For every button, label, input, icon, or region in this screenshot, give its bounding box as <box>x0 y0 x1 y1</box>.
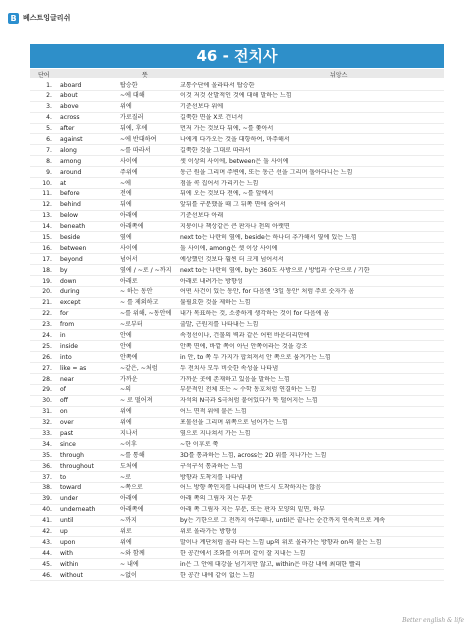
table-row <box>30 102 444 113</box>
row-word: over <box>60 419 74 427</box>
row-word: beyond <box>60 255 83 263</box>
row-number: 5. <box>46 125 52 133</box>
row-nuance: next to는 나란히 옆에, by는 360도 사방으로 / 방법과 수단으로 / 기한 <box>180 266 370 274</box>
row-number: 40. <box>42 506 52 514</box>
row-nuance: 말이나 계단처럼 올라 타는 느낌 up의 위로 올라가는 방향과 on의 붙는 느낌 <box>180 538 382 546</box>
row-number: 35. <box>42 451 52 459</box>
row-nuance: 어떤 사건이 있는 동안, for 다음엔 '3일 동안' 처럼 주로 숫자가 옴 <box>180 288 355 296</box>
row-meaning: ~같은, ~처럼 <box>120 364 158 372</box>
row-word: like = as <box>60 364 87 372</box>
table-row <box>30 559 444 570</box>
row-nuance: 아래 쪽 그림자 지는 부분, 또는 판자 모양의 밑면, 하부 <box>180 506 325 514</box>
row-word: above <box>60 103 79 111</box>
row-nuance: 예상했던 것보다 훨씬 더 크게 넘어서서 <box>180 255 284 263</box>
row-word: in <box>60 331 66 339</box>
row-meaning: ~쪽으로 <box>120 484 143 492</box>
row-nuance: 교통수단에 올라타서 탑승한 <box>180 81 255 89</box>
row-meaning: 전에 <box>120 190 132 198</box>
row-meaning: ~로 <box>120 473 131 481</box>
row-meaning: 옆에 / ~로 / ~까지 <box>120 266 172 274</box>
row-meaning: 안에 <box>120 331 132 339</box>
row-meaning: 도처에 <box>120 462 138 470</box>
row-nuance: 아래로 내려가는 방향성 <box>180 277 243 285</box>
row-number: 28. <box>42 375 52 383</box>
table-row <box>30 527 444 538</box>
row-number: 3. <box>46 103 52 111</box>
row-nuance: 구석구석 통과하는 느낌 <box>180 462 243 470</box>
row-number: 30. <box>42 397 52 405</box>
table-row <box>30 232 444 243</box>
row-word: along <box>60 146 77 154</box>
row-nuance: 불필요한 것을 제하는 느낌 <box>180 299 251 307</box>
column-header-meaning: 뜻 <box>142 72 148 79</box>
table-row <box>30 309 444 320</box>
row-word: among <box>60 157 82 165</box>
row-meaning: 위에 <box>120 538 132 546</box>
row-number: 36. <box>42 462 52 470</box>
row-number: 32. <box>42 419 52 427</box>
row-number: 41. <box>42 517 52 525</box>
row-meaning: ~를 통해 <box>120 451 145 459</box>
table-row <box>30 113 444 124</box>
row-meaning: 아래에 <box>120 495 138 503</box>
row-word: by <box>60 266 68 274</box>
table-row <box>30 385 444 396</box>
row-meaning: 가로질러 <box>120 114 144 122</box>
row-nuance: 점을 콕 집어서 가리키는 느낌 <box>180 179 259 187</box>
row-word: within <box>60 560 79 568</box>
row-meaning: ~ 하는 동안 <box>120 288 153 296</box>
row-nuance: 셋 이상의 사이에, between은 둘 사이에 <box>180 157 289 165</box>
row-meaning: ~이후 <box>120 440 137 448</box>
table-row <box>30 200 444 211</box>
row-number: 7. <box>46 146 52 154</box>
row-word: during <box>60 288 80 296</box>
row-nuance: 앞뒤를 구분했을 때 그 뒤쪽 면에 숨어서 <box>180 201 286 209</box>
row-word: except <box>60 299 81 307</box>
table-row <box>30 374 444 385</box>
brand <box>8 12 70 24</box>
table-row <box>30 505 444 516</box>
table-row <box>30 418 444 429</box>
page-title: 46 - 전치사 <box>30 44 444 68</box>
row-nuance: 먼저 가는 것보다 뒤에, ~를 쫓아서 <box>180 125 274 133</box>
brand-name: 베스트잉글리쉬 <box>23 14 71 22</box>
row-word: near <box>60 375 74 383</box>
table-row <box>30 254 444 265</box>
row-word: about <box>60 92 78 100</box>
table-row <box>30 265 444 276</box>
row-meaning: ~를 위해, ~동안에 <box>120 310 172 318</box>
table-row <box>30 124 444 135</box>
footer-slogan: Better english & life <box>402 617 464 624</box>
row-nuance: ~한 이후로 쭉 <box>180 440 219 448</box>
row-meaning: 옆에 <box>120 233 132 241</box>
column-header-nuance: 뉘앙스 <box>330 72 348 79</box>
row-number: 16. <box>42 244 52 252</box>
row-number: 34. <box>42 440 52 448</box>
row-word: without <box>60 571 83 579</box>
row-nuance: 부분적인 전체 또는 ~ 수학 동호처럼 연결하는 느낌 <box>180 386 317 394</box>
table-row <box>30 396 444 407</box>
row-word: until <box>60 517 74 525</box>
table-row <box>30 134 444 145</box>
row-nuance: 한 공간 내에 같이 없는 느낌 <box>180 571 255 579</box>
row-nuance: 속정선이나, 건물의 벽과 같은 어떤 바운더리안에 <box>180 331 310 339</box>
row-meaning: 사이에 <box>120 244 138 252</box>
row-number: 8. <box>46 157 52 165</box>
row-nuance: 안쪽 면에, 바깥 쪽이 아닌 안쪽이라는 것을 강조 <box>180 342 308 350</box>
row-number: 39. <box>42 495 52 503</box>
row-nuance: 기준선보다 위에 <box>180 103 224 111</box>
table-row <box>30 494 444 505</box>
row-meaning: 위에 <box>120 408 132 416</box>
row-word: since <box>60 440 76 448</box>
table-row <box>30 472 444 483</box>
row-meaning: 가까운 <box>120 375 138 383</box>
row-nuance: 동근 원을 그리며 주변에, 또는 동근 선을 그리며 돌아다니는 느낌 <box>180 168 353 176</box>
row-number: 29. <box>42 386 52 394</box>
table-row <box>30 516 444 527</box>
table-row <box>30 537 444 548</box>
row-number: 25. <box>42 342 52 350</box>
row-nuance: 이것 저것 산발적인 것에 대해 말하는 느낌 <box>180 92 292 100</box>
table-row <box>30 363 444 374</box>
table-row <box>30 189 444 200</box>
row-nuance: 내가 목표하는 것, 소중하게 생각하는 것이 for 다음에 옴 <box>180 310 330 318</box>
row-nuance: 어느 방향 쪽인지를 나타내며 반드시 도착하지는 않음 <box>180 484 322 492</box>
row-meaning: 주위에 <box>120 168 138 176</box>
row-number: 9. <box>46 168 52 176</box>
table-row <box>30 276 444 287</box>
table-header <box>30 69 444 78</box>
row-meaning: ~ 로 떨어져 <box>120 397 153 405</box>
row-number: 10. <box>42 179 52 187</box>
row-number: 11. <box>42 190 52 198</box>
row-meaning: ~와 함께 <box>120 549 145 557</box>
table-row <box>30 352 444 363</box>
row-word: toward <box>60 484 82 492</box>
row-meaning: 아래에 <box>120 212 138 220</box>
table-row <box>30 548 444 559</box>
row-nuance: by는 기한으로 그 전까지 아무때나, until은 끝나는 순간까지 연속적으로 계속 <box>180 517 386 525</box>
row-meaning: 아래쪽에 <box>120 506 144 514</box>
row-word: behind <box>60 201 81 209</box>
row-meaning: ~에 대해 <box>120 92 145 100</box>
row-number: 27. <box>42 364 52 372</box>
row-nuance: 방향과 도착지를 나타냄 <box>180 473 243 481</box>
table-row <box>30 222 444 233</box>
row-nuance: 위로 올라가는 방향성 <box>180 528 237 536</box>
row-meaning: ~에 <box>120 179 131 187</box>
table-row <box>30 80 444 91</box>
row-word: below <box>60 212 79 220</box>
row-meaning: 안에 <box>120 342 132 350</box>
row-number: 18. <box>42 266 52 274</box>
row-number: 1. <box>46 81 52 89</box>
row-nuance: 3D를 통과하는 느낌, across는 2D 위를 지나가는 느낌 <box>180 451 327 459</box>
row-nuance: 나에게 다가오는 것을 대항하여, 마주해서 <box>180 135 290 143</box>
row-meaning: 아래쪽에 <box>120 223 144 231</box>
row-number: 22. <box>42 310 52 318</box>
row-number: 31. <box>42 408 52 416</box>
row-number: 4. <box>46 114 52 122</box>
row-number: 6. <box>46 135 52 143</box>
row-meaning: 위에 <box>120 103 132 111</box>
table-row <box>30 156 444 167</box>
table-row <box>30 461 444 472</box>
row-word: with <box>60 549 73 557</box>
row-word: for <box>60 310 69 318</box>
row-word: after <box>60 125 75 133</box>
row-meaning: ~를 따라서 <box>120 146 151 154</box>
row-nuance: 길쭉한 면을 X로 건너서 <box>180 114 243 122</box>
column-header-word: 단어 <box>38 72 50 79</box>
row-word: around <box>60 168 82 176</box>
row-number: 23. <box>42 321 52 329</box>
table-row <box>30 211 444 222</box>
row-word: before <box>60 190 80 198</box>
row-nuance: 포물선을 그리며 위쪽으로 넘어가는 느낌 <box>180 419 288 427</box>
row-word: to <box>60 473 67 481</box>
row-nuance: 어느 면적 위에 붙은 느낌 <box>180 408 247 416</box>
table-row <box>30 320 444 331</box>
row-number: 42. <box>42 528 52 536</box>
table-row <box>30 243 444 254</box>
row-word: beneath <box>60 223 86 231</box>
table-row <box>30 287 444 298</box>
row-word: inside <box>60 342 79 350</box>
row-nuance: in 안, to 쪽 두 가지가 합쳐져서 안 쪽으로 움겨가는 느낌 <box>180 353 331 361</box>
row-meaning: 지나서 <box>120 430 138 437</box>
row-number: 21. <box>42 299 52 307</box>
row-nuance: 가까운 곳에 존재하고 있음을 말하는 느낌 <box>180 375 290 383</box>
row-number: 15. <box>42 233 52 241</box>
row-nuance: 길쭉한 것을 그대로 따라서 <box>180 146 251 154</box>
row-word: between <box>60 244 87 252</box>
table-row <box>30 145 444 156</box>
row-meaning: ~의 <box>120 386 131 394</box>
table-row <box>30 330 444 341</box>
row-word: at <box>60 179 67 187</box>
table-row <box>30 178 444 189</box>
row-number: 14. <box>42 223 52 231</box>
row-meaning: 위로 <box>120 528 132 536</box>
row-meaning: 뒤에 <box>120 201 132 209</box>
row-nuance: 자석의 N극과 S극처럼 붙어있다가 뚝 떨어지는 느낌 <box>180 397 318 405</box>
row-word: under <box>60 495 78 503</box>
table-row <box>30 450 444 461</box>
row-number: 17. <box>42 255 52 263</box>
vocab-table <box>30 80 444 581</box>
table-row <box>30 298 444 309</box>
row-meaning: ~에 반대하여 <box>120 135 157 143</box>
row-number: 46. <box>42 571 52 579</box>
row-number: 13. <box>42 212 52 220</box>
row-meaning: ~까지 <box>120 517 137 525</box>
table-row <box>30 341 444 352</box>
row-number: 33. <box>42 430 52 437</box>
row-number: 20. <box>42 288 52 296</box>
row-meaning: 아래로 <box>120 277 138 285</box>
row-word: of <box>60 386 66 394</box>
row-nuance: 한 공간에서 조화를 이루며 같이 잘 지내는 느낌 <box>180 549 306 557</box>
row-word: past <box>60 430 74 437</box>
table-row <box>30 483 444 494</box>
row-meaning: ~없이 <box>120 571 137 579</box>
row-word: throughout <box>60 462 94 470</box>
row-word: aboard <box>60 81 82 89</box>
row-meaning: 사이에 <box>120 157 138 165</box>
row-word: on <box>60 408 68 416</box>
row-meaning: ~ 를 제외하고 <box>120 299 159 307</box>
row-nuance: 뒤에 오는 것보다 전에, ~를 앞에서 <box>180 190 274 198</box>
row-number: 12. <box>42 201 52 209</box>
row-word: underneath <box>60 506 96 514</box>
table-row <box>30 429 444 440</box>
row-word: down <box>60 277 77 285</box>
row-nuance: 두 전치사 모두 비슷한 속성을 나타냄 <box>180 364 278 372</box>
row-word: beside <box>60 233 81 241</box>
row-number: 26. <box>42 353 52 361</box>
table-row <box>30 570 444 581</box>
brand-logo-icon: B <box>8 13 19 24</box>
row-meaning: 안쪽에 <box>120 353 138 361</box>
row-word: upon <box>60 538 76 546</box>
row-word: into <box>60 353 72 361</box>
table-row <box>30 439 444 450</box>
row-nuance: 아래 쪽의 그림자 지는 부분 <box>180 495 253 503</box>
row-nuance: 기준선보다 아래 <box>180 212 224 220</box>
row-number: 43. <box>42 538 52 546</box>
row-word: up <box>60 528 68 536</box>
table-row <box>30 407 444 418</box>
row-number: 24. <box>42 331 52 339</box>
table-row <box>30 91 444 102</box>
row-meaning: ~로부터 <box>120 321 143 329</box>
row-word: from <box>60 321 75 329</box>
row-number: 44. <box>42 549 52 557</box>
row-nuance: 둘 사이에, among은 셋 이상 사이에 <box>180 244 278 252</box>
row-meaning: 넘어서 <box>120 255 138 263</box>
row-meaning: ~ 내에 <box>120 560 139 568</box>
row-nuance: 옆으로 지나쳐서 가는 느낌 <box>180 430 251 437</box>
row-meaning: 탑승한 <box>120 81 138 89</box>
row-number: 37. <box>42 473 52 481</box>
row-word: through <box>60 451 84 459</box>
table-row <box>30 167 444 178</box>
row-word: off <box>60 397 68 405</box>
row-nuance: 지붕이나 책상같은 큰 판자나 천의 아랫면 <box>180 223 290 231</box>
row-nuance: next to는 나란히 옆에, beside는 하나더 추가해서 옆에 있는 느낌 <box>180 233 357 241</box>
row-nuance: 출발, 근원지를 나타내는 느낌 <box>180 321 259 329</box>
row-number: 2. <box>46 92 52 100</box>
row-word: against <box>60 135 83 143</box>
row-meaning: 위에 <box>120 419 132 427</box>
row-number: 38. <box>42 484 52 492</box>
row-number: 19. <box>42 277 52 285</box>
row-meaning: 뒤에, 후에 <box>120 125 148 133</box>
row-number: 45. <box>42 560 52 568</box>
row-nuance: in은 그 안에 대강을 넘기지만 않고, within은 마감 내에 최대한 빨리 <box>180 560 361 568</box>
row-word: across <box>60 114 80 122</box>
